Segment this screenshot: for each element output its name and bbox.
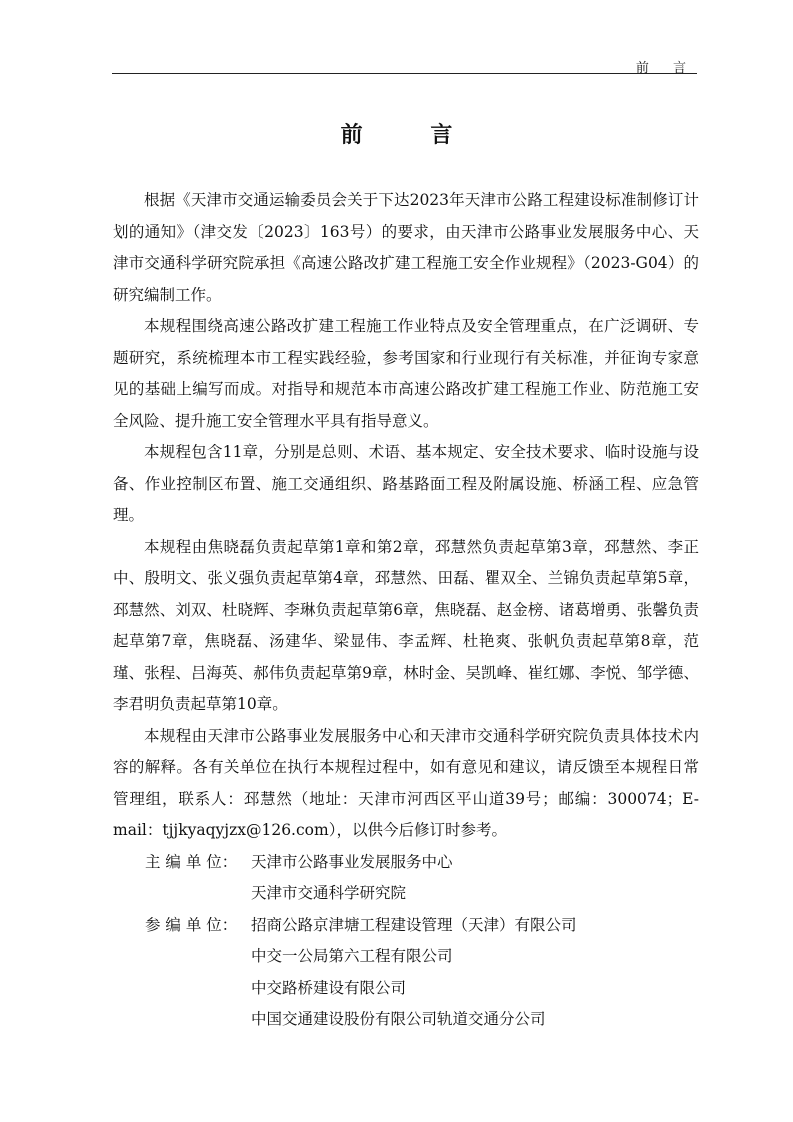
unit-name: 招商公路京津塘工程建设管理（天津）有限公司 — [251, 915, 577, 934]
participating-list — [251, 910, 699, 1036]
running-header: 前 言 — [635, 61, 696, 76]
page-title: 前 言 — [340, 123, 483, 148]
header-rule — [112, 73, 697, 74]
chief-editor-label: 主 编 单 位： — [145, 852, 238, 871]
unit-name: 中交路桥建设有限公司 — [251, 978, 407, 997]
unit-name: 天津市公路事业发展服务中心 — [251, 852, 453, 871]
paragraph-scope: 本规程围绕高速公路改扩建工程施工作业特点及安全管理重点，在广泛调研、专题研究，系统梳理本市工程实践经验，参考国家和行业现行有关标准，并征询专家意见的基础上编写而成。对指导和规范本市高速公路改扩建工程施工作业、防范施工安全风险、提升施工安全管理水平具有指导意义。 — [113, 317, 699, 430]
participating-units — [113, 910, 699, 1036]
unit-name: 中国交通建设股份有限公司轨道交通分公司 — [251, 1010, 546, 1028]
paragraph-drafters: 本规程由焦晓磊负责起草第1章和第2章，邳慧然负责起草第3章，邳慧然、李正中、殷明文、张义强负责起草第4章，邳慧然、田磊、瞿双全、兰锦负责起草第5章，邳慧然、刘双、杜晓辉、李琳负责起草第6章，焦晓磊、赵金榜、诸葛增勇、张馨负责起草第7章，焦晓磊、汤建华、梁显伟、李孟辉、杜艳爽、张帆负责起草第8章，范瑾、张程、吕海英、郝伟负责起草第9章，林时金、吴凯峰、崔红娜、李悦、邹学德、李君明负责起草第10章。 — [113, 537, 699, 713]
chief-editor-units — [113, 847, 699, 910]
paragraph-basis: 根据《天津市交通运输委员会关于下达2023年天津市公路工程建设标准制修订计划的通知》（津交发〔2023〕163号）的要求，由天津市公路事业发展服务中心、天津市交通科学研究院承担《高速公路改扩建工程施工安全作业规程》（2023-G04）的研究编制工作。 — [113, 191, 699, 304]
unit-name: 中交一公局第六工程有限公司 — [251, 947, 453, 965]
paragraph-contact: 本规程由天津市公路事业发展服务中心和天津市交通科学研究院负责具体技术内容的解释。各有关单位在执行本规程过程中，如有意见和建议，请反馈至本规程日常管理组，联系人：邳慧然（地址：天津市河西区平山道39号；邮编：300074；E-mail：tjjkyaqyjzx@126.com），以供今后修订时参考。 — [113, 726, 699, 839]
paragraph-chapters: 本规程包含11章，分别是总则、术语、基本规定、安全技术要求、临时设施与设备、作业控制区布置、施工交通组织、路基路面工程及附属设施、桥涵工程、应急管理。 — [113, 443, 699, 524]
chief-editor-list — [251, 847, 699, 910]
document-body — [113, 185, 699, 1036]
participating-label: 参 编 单 位： — [145, 915, 238, 934]
unit-name: 天津市交通科学研究院 — [251, 884, 407, 902]
